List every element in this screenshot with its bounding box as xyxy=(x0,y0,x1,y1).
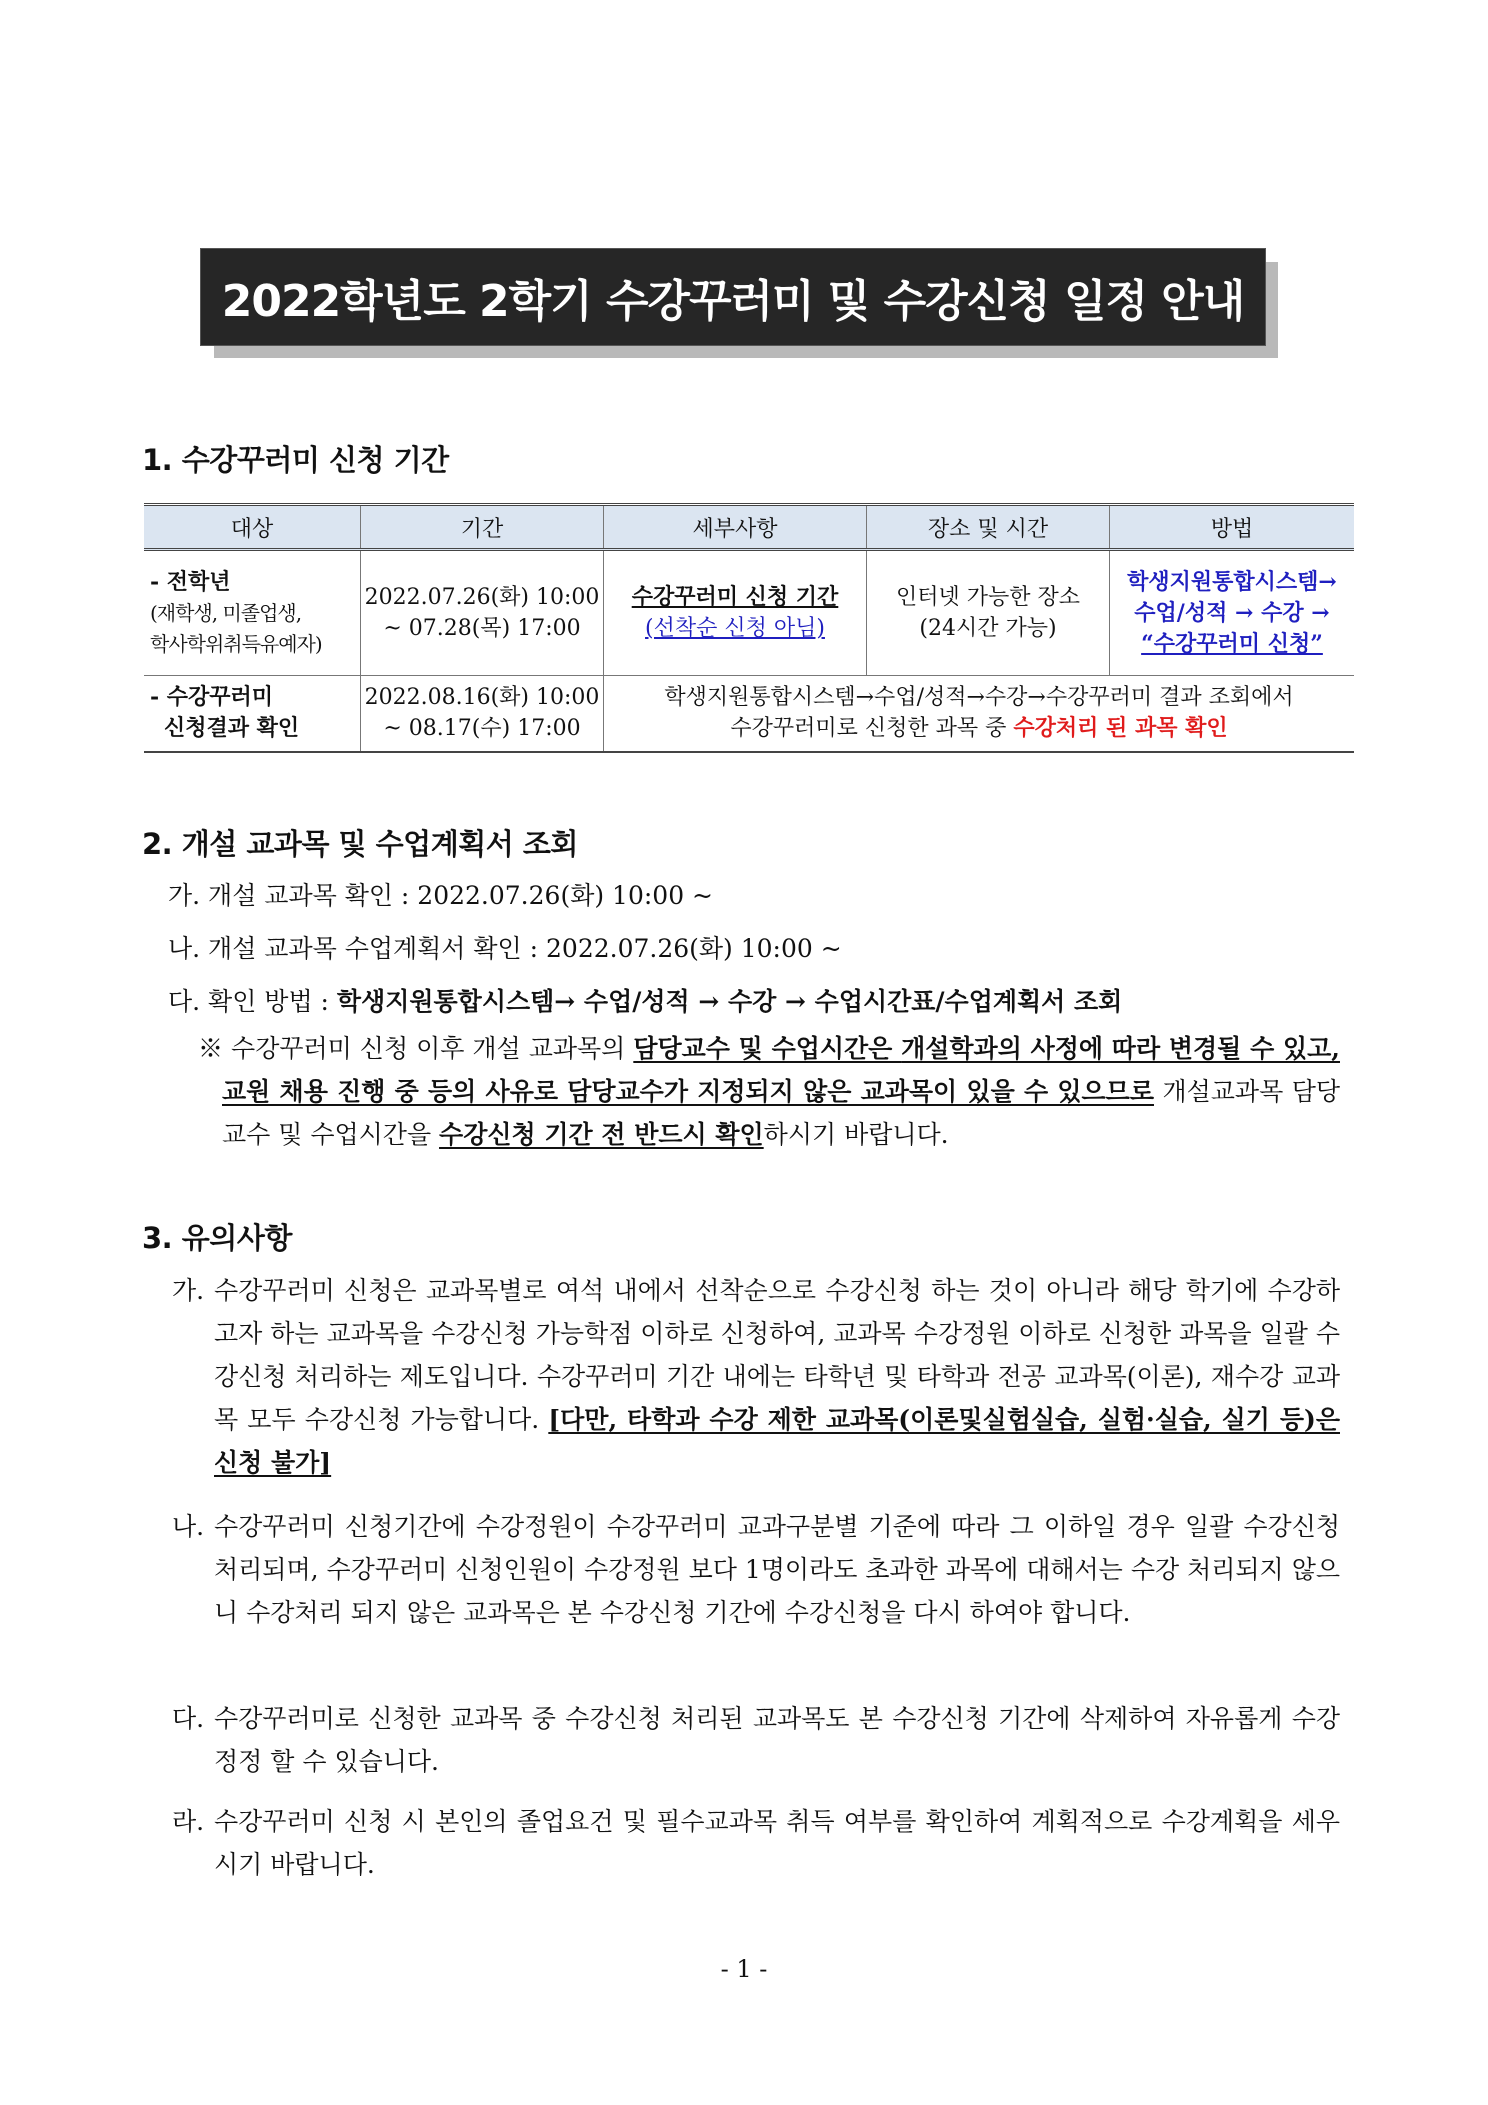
place-line: 인터넷 가능한 장소 xyxy=(895,585,1080,610)
place-cell xyxy=(867,550,1110,676)
target-main: - 수강꾸러미 xyxy=(150,684,274,711)
table-header-cell: 방법 xyxy=(1110,505,1355,550)
item-text: 수강꾸러미 신청 시 본인의 졸업요건 및 필수교과목 취득 여부를 확인하여 계획적으로 수강계획을 세우시기 바랍니다. xyxy=(214,1807,1340,1879)
item-label: 라. xyxy=(172,1807,205,1836)
item-label: 다. xyxy=(172,1704,205,1733)
method-cell xyxy=(1110,550,1355,676)
method-line: 학생지원통합시스템→ xyxy=(1127,568,1337,595)
target-cell xyxy=(144,550,361,676)
period-start: 2022.07.26(화) 10:00 xyxy=(364,585,600,610)
place-line: (24시간 가능) xyxy=(919,616,1057,641)
period-end: ~ 08.17(수) 17:00 xyxy=(383,716,581,742)
list-item: 나. 개설 교과목 수업계획서 확인 : 2022.07.26(화) 10:00 ~ xyxy=(168,934,842,963)
note-emphasis: 담당교수 및 수업시간은 xyxy=(633,1034,902,1063)
result-emphasis: 수강처리 된 과목 확인 xyxy=(1013,715,1228,742)
table-header-cell: 기간 xyxy=(361,505,604,550)
note-text: ※ 수강꾸러미 신청 이후 개설 교과목의 xyxy=(198,1034,634,1063)
period-cell xyxy=(361,676,604,752)
table-header-cell: 세부사항 xyxy=(604,505,867,550)
item-text: 수강꾸러미 신청은 교과목별로 여석 내에서 선착순으로 수강신청 하는 것이 아니라 해당 학기에 수강하고자 하는 교과목을 수강신청 가능학점 이하로 신청하여, 교과목 수강정원 이하로 신청한 과목을 일괄 수강신청 처리하는 제도입니다. 수강꾸러미 기간 내에는 타학년 및 타학과 전공 교과목(이론), 재수강 교과목 모두 수강신청 가능합니다. xyxy=(214,1276,1340,1434)
table-header-row xyxy=(144,505,1354,550)
detail-note: (선착순 신청 아님) xyxy=(645,616,825,641)
period-cell xyxy=(361,550,604,676)
notice-item xyxy=(172,1505,1340,1634)
detail-line: 수강꾸러미 신청 기간 xyxy=(631,584,839,610)
notice-note xyxy=(198,1027,1341,1156)
notice-item xyxy=(172,1269,1340,1484)
section2-heading: 2. 개설 교과목 및 수업계획서 조회 xyxy=(142,827,578,861)
period-end: ~ 07.28(목) 17:00 xyxy=(383,616,581,641)
item-label: 가. xyxy=(172,1276,205,1305)
result-description-text: 수강꾸러미로 신청한 과목 중 xyxy=(730,716,1014,742)
note-emphasis: 개설학과의 사정에 따라 변경될 수 있고, 교원 채용 진행 중 등의 사유로 담당교수가 지정되지 않은 교과목이 있을 수 있으므로 xyxy=(222,1034,1340,1106)
method-line: “수강꾸러미 신청” xyxy=(1141,630,1323,657)
target-sub: 신청결과 확인 xyxy=(164,715,300,742)
note-emphasis: 수강신청 기간 전 반드시 확인 xyxy=(439,1120,764,1149)
target-sub: (재학생, 미졸업생, xyxy=(150,600,302,625)
table-row xyxy=(144,676,1354,752)
result-description: 학생지원통합시스템→수업/성적→수강→수강꾸러미 결과 조회에서 xyxy=(664,685,1294,711)
table-row xyxy=(144,550,1354,676)
page-number: - 1 - xyxy=(720,1955,768,1983)
title-box xyxy=(200,248,1266,346)
item-label: 나. xyxy=(172,1512,205,1541)
notice-item xyxy=(172,1697,1340,1783)
item-text: 수강꾸러미로 신청한 교과목 중 수강신청 처리된 교과목도 본 수강신청 기간에 삭제하여 자유롭게 수강정정 할 수 있습니다. xyxy=(214,1704,1340,1776)
section3-heading: 3. 유의사항 xyxy=(142,1221,292,1255)
item-text: 수강꾸러미 신청기간에 수강정원이 수강꾸러미 교과구분별 기준에 따라 그 이하일 경우 일괄 수강신청 처리되며, 수강꾸러미 신청인원이 수강정원 보다 1명이라도 초과한 과목에 대해서는 수강 처리되지 않으니 수강처리 되지 않은 교과목은 본 수강신청 기간에 수강신청을 다시 하여야 합니다. xyxy=(214,1512,1340,1627)
item-emphasis: [다만, 타학과 수강 제한 교과목(이론및실험실습, 실험·실습, 실기 등)은 신청 불가] xyxy=(214,1405,1340,1477)
section1-heading: 1. 수강꾸러미 신청 기간 xyxy=(142,443,449,477)
note-text: 개설교과목 담당교수 및 수업시간을 xyxy=(222,1077,1341,1149)
table-header-cell: 대상 xyxy=(144,505,361,550)
table-header-cell: 장소 및 시간 xyxy=(867,505,1110,550)
title-banner xyxy=(200,248,1278,358)
result-description xyxy=(605,713,1353,744)
period-start: 2022.08.16(화) 10:00 xyxy=(364,685,600,711)
list-item xyxy=(168,982,1122,1018)
page-title: 2022학년도 2학기 수강꾸러미 및 수강신청 일정 안내 xyxy=(221,276,1245,327)
note-text: 하시기 바랍니다. xyxy=(763,1120,949,1149)
notice-item xyxy=(172,1800,1340,1886)
schedule-table xyxy=(144,503,1354,753)
list-item-label: 다. 확인 방법 : xyxy=(168,987,337,1016)
detail-cell xyxy=(604,550,867,676)
target-sub: 학사학위취득유예자) xyxy=(150,631,322,656)
method-path: 학생지원통합시스템→ 수업/성적 → 수강 → 수업시간표/수업계획서 조회 xyxy=(336,987,1123,1016)
method-line: 수업/성적 → 수강 → xyxy=(1134,599,1330,626)
target-main: - 전학년 xyxy=(150,568,231,595)
result-description-cell xyxy=(604,676,1355,752)
list-item: 가. 개설 교과목 확인 : 2022.07.26(화) 10:00 ~ xyxy=(168,881,713,910)
target-cell xyxy=(144,676,361,752)
